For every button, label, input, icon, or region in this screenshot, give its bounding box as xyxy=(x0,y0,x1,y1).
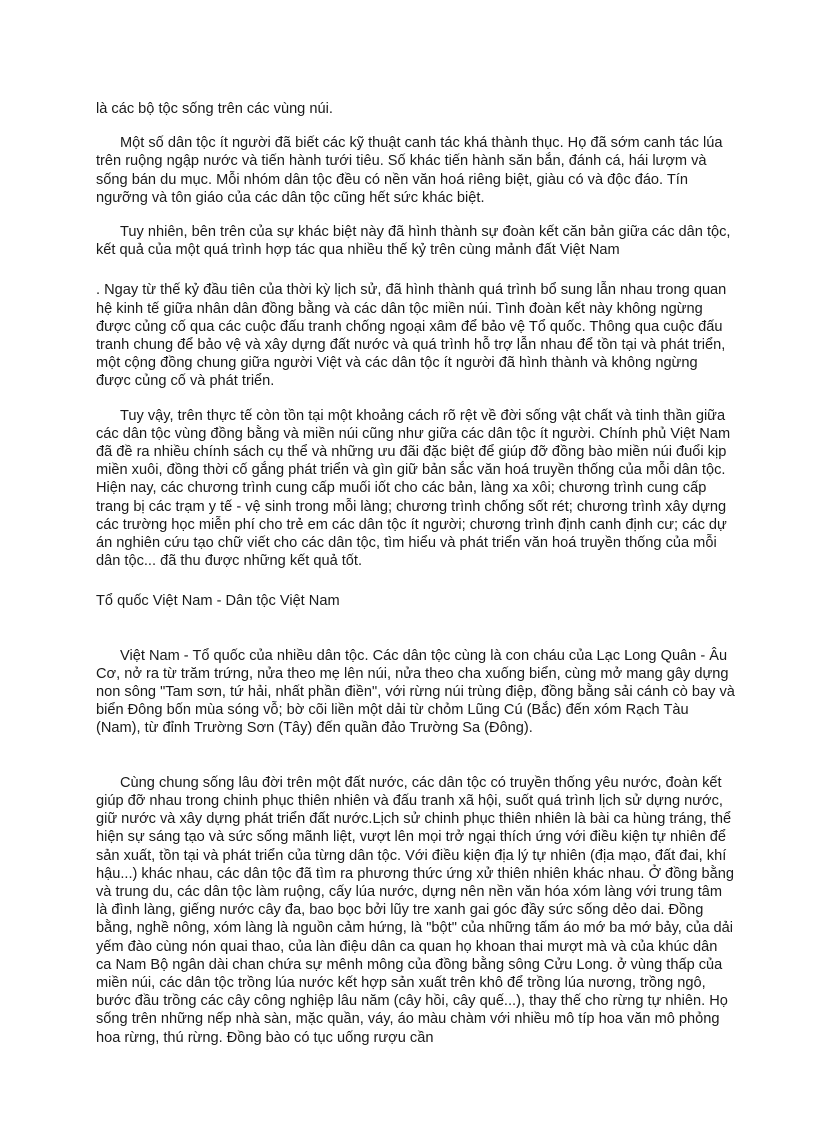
document-page xyxy=(96,100,736,1047)
section-heading: Tổ quốc Việt Nam - Dân tộc Việt Nam xyxy=(96,593,340,610)
paragraph-vietnam-nations: Việt Nam - Tổ quốc của nhiều dân tộc. Các dân tộc cùng là con cháu của Lạc Long Quân - Âu Cơ, nở ra từ trăm trứng, nửa theo mẹ lên núi, nửa theo cha xuống biển, cùng mở mang gây dựng non sông "Tam sơn, tứ hải, nhất phần điền", với rừng núi trùng điệp, đồng bằng sải cánh cò bay và biển Đông bốn mùa sóng vỗ; bờ cõi liền một dải từ chỏm Lũng Cú (Bắc) đến xóm Rạch Tàu (Nam), từ đỉnh Trường Sơn (Tây) đến quần đảo Trường Sa (Đông). xyxy=(96,647,735,737)
paragraph-government-policy: Tuy vậy, trên thực tế còn tồn tại một khoảng cách rõ rệt về đời sống vật chất và tinh thần giữa các dân tộc vùng đồng bằng và miền núi cũng như giữa các dân tộc ít người. Chính phủ Việt Nam đã đề ra nhiều chính sách cụ thể và những ưu đãi đặc biệt để giúp đỡ đồng bào miền núi đuổi kịp miền xuôi, đồng thời cố gắng phát triển và gìn giữ bản sắc văn hoá truyền thống của mỗi dân tộc. Hiện nay, các chương trình cung cấp muối iốt cho các bản, làng xa xôi; chương trình cung cấp trang bị các trạm y tế - vệ sinh trong mỗi làng; chương trình chống sốt rét; chương trình xây dựng các trường học miễn phí cho trẻ em các dân tộc ít người; chương trình định canh định cư; các dự án nghiên cứu tạo chữ viết cho các dân tộc, tìm hiểu và phát triển văn hoá truyền thống của mỗi dân tộc... đã thu được những kết quả tốt. xyxy=(96,407,731,570)
paragraph-living-together: Cùng chung sống lâu đời trên một đất nước, các dân tộc có truyền thống yêu nước, đoàn kết giúp đỡ nhau trong chinh phục thiên nhiên và đấu tranh xã hội, suốt quá trình lịch sử dựng nước, giữ nước và xây dựng phát triển đất nước.Lịch sử chinh phục thiên nhiên là bài ca hùng tráng, thể hiện sự sáng tạo và sức sống mãnh liệt, vượt lên mọi trở ngại thích ứng với điều kiện tự nhiên để sản xuất, tồn tại và phát triển của từng dân tộc. Với điều kiện địa lý tự nhiên (địa mạo, đất đai, khí hậu...) khác nhau, các dân tộc đã tìm ra phương thức ứng xử thiên nhiên khác nhau. Ở đồng bằng và trung du, các dân tộc làm ruộng, cấy lúa nước, dựng nên nền văn hóa xóm làng với trung tâm là đình làng, giếng nước cây đa, bao bọc bởi lũy tre xanh gai góc đầy sức sống dẻo dai. Đồng bằng, nghề nông, xóm làng là nguồn cảm hứng, là "bột" của những tấm áo mớ ba mớ bảy, của dải yếm đào cùng nón quai thao, của làn điệu dân ca quan họ khoan thai mượt mà và của khúc dân ca Nam Bộ ngân dài chan chứa sự mênh mông của đồng bằng sông Cửu Long. ở vùng thấp của miền núi, các dân tộc trồng lúa nước kết hợp sản xuất trên khô để trồng lúa nương, trồng ngô, bước đầu trồng các cây công nghiệp lâu năm (cây hồi, cây quế...), thay thế cho rừng tự nhiên. Họ sống trên những nếp nhà sàn, mặc quần, váy, áo màu chàm với nhiều mô típ hoa văn mô phỏng hoa rừng, thú rừng. Đồng bào có tục uống rượu cần xyxy=(96,774,735,1046)
paragraph-solidarity: Tuy nhiên, bên trên của sự khác biệt này đã hình thành sự đoàn kết căn bản giữa các dân tộc, kết quả của một quá trình hợp tác qua nhiều thế kỷ trên cùng mảnh đất Việt Nam xyxy=(96,224,731,259)
paragraph-farming-techniques: Một số dân tộc ít người đã biết các kỹ thuật canh tác khá thành thục. Họ đã sớm canh tác lúa trên ruộng ngập nước và tiến hành tưới tiêu. Số khác tiến hành săn bắn, đánh cá, hái lượm và sống bán du mục. Mỗi nhóm dân tộc đều có nền văn hoá riêng biệt, giàu có và độc đáo. Tín ngưỡng và tôn giáo của các dân tộc cũng hết sức khác biệt. xyxy=(96,135,723,206)
paragraph-continuation: là các bộ tộc sống trên các vùng núi. xyxy=(96,101,333,117)
paragraph-history-solidarity: . Ngay từ thế kỷ đầu tiên của thời kỳ lịch sử, đã hình thành quá trình bổ sung lẫn nhau trong quan hệ kinh tế giữa nhân dân đồng bằng và các dân tộc miền núi. Tình đoàn kết này không ngừng được củng cố qua các cuộc đấu tranh chống ngoại xâm để bảo vệ Tổ quốc. Thông qua cuộc đấu tranh chung để bảo vệ và xây dựng đất nước và quá trình hỗ trợ lẫn nhau để tồn tại và phát triển, một cộng đồng chung giữa người Việt và các dân tộc ít người đã hình thành và không ngừng được củng cố và phát triển. xyxy=(96,282,727,390)
